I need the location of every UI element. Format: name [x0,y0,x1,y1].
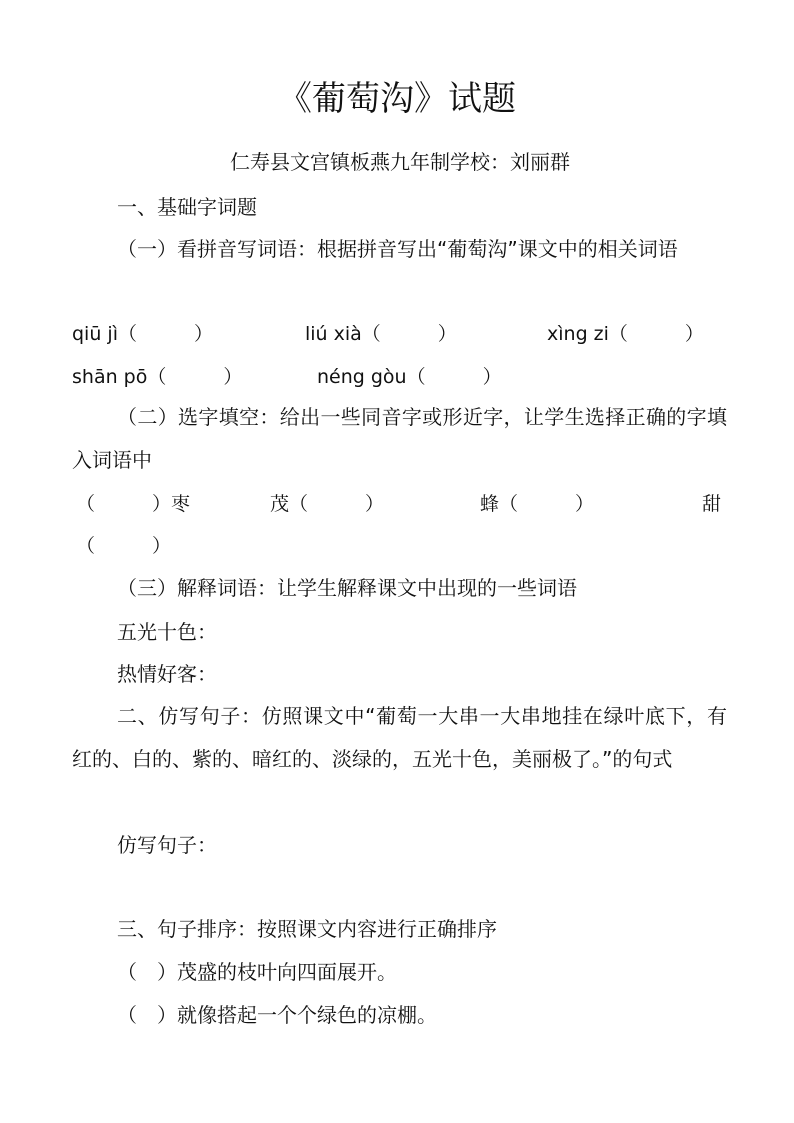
term-item: 五光十色： [117,620,217,644]
fill-item: 蜂（ ） [480,493,595,515]
answer-label: 仿写句子： [117,833,217,857]
sort-item: （ ）茂盛的枝叶向四面展开。 [117,960,397,984]
pinyin-item: liú xià（ ） [305,323,457,345]
part-3-instruction: （三）解释词语：让学生解释课文中出现的一些词语 [117,576,577,600]
section-3-instruction: 三、句子排序：按照课文内容进行正确排序 [117,917,497,941]
pinyin-item: xìng zi（ ） [547,323,704,345]
section-1-heading: 一、基础字词题 [117,195,257,219]
sort-item: （ ）就像搭起一个个绿色的凉棚。 [117,1003,437,1027]
pinyin-item: qiū jì（ ） [72,323,213,345]
fill-item: 甜 [702,493,722,515]
author-line: 仁寿县文宫镇板燕九年制学校：刘丽群 [230,150,570,174]
pinyin-item: shān pō（ ） [72,366,243,388]
part-1-instruction: （一）看拼音写词语：根据拼音写出“葡萄沟”课文中的相关词语 [117,237,678,261]
fill-item: （ ）枣 [76,493,191,515]
term-item: 热情好客： [117,662,217,686]
pinyin-item: néng gòu（ ） [317,366,502,388]
fill-item: 茂（ ） [270,493,385,515]
page-title: 《葡萄沟》试题 [278,79,516,119]
fill-item: （ ） [76,535,172,557]
section-2-instruction: 二、仿写句子：仿照课文中“葡萄一大串一大串地挂在绿叶底下，有红的、白的、紫的、暗红的、淡绿的，五光十色，美丽极了。”的句式 [72,704,727,771]
part-2-instruction: （二）选字填空：给出一些同音字或形近字，让学生选择正确的字填入词语中 [72,405,727,472]
